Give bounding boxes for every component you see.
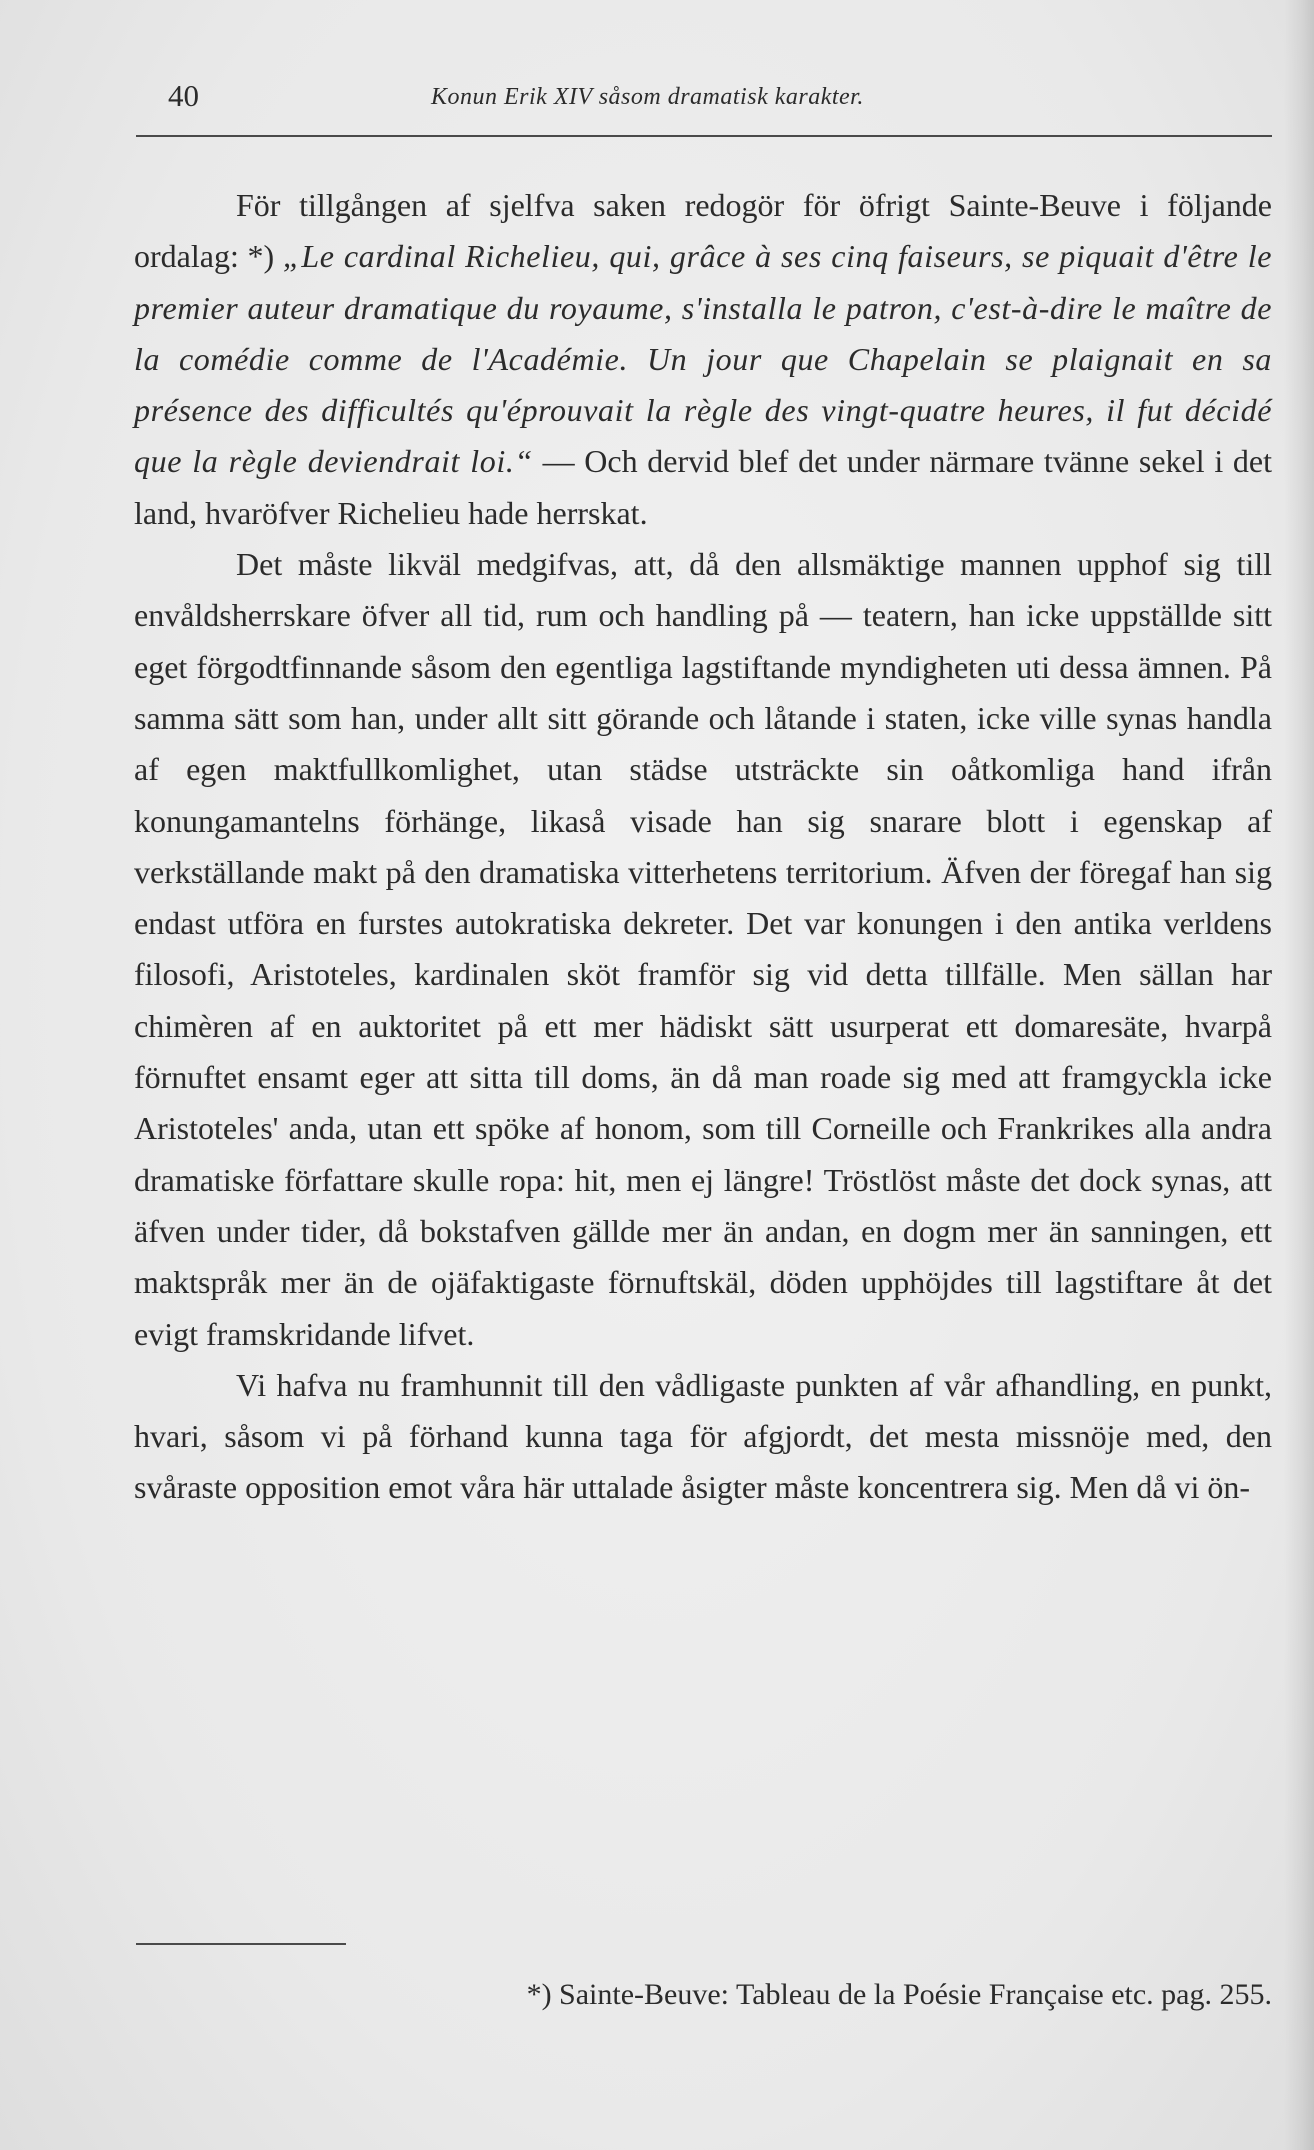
paragraph-1 [134, 180, 1272, 539]
paragraph-3: Vi hafva nu framhunnit till den vådligaste punkten af vår afhandling, en punkt, hvari, såsom vi på förhand kunna taga för afgjordt, det mesta missnöje med, den svåraste opposition emot våra här uttalade åsigter måste koncentrera sig. Men då vi ön- [134, 1366, 1272, 1506]
body-text [134, 180, 1272, 1514]
page-number: 40 [168, 78, 199, 113]
paragraph-2: Det måste likväl medgifvas, att, då den allsmäktige mannen upphof sig till envåldsherrskare öfver all tid, rum och handling på — teatern, han icke uppställde sitt eget förgodtfinnande såsom den egentliga lagstiftande myndigheten uti dessa ämnen. På samma sätt som han, under allt sitt görande och låtande i staten, icke ville synas handla af egen maktfullkomlighet, utan städse utsträckte sin oåtkomliga hand ifrån konungamantelns förhänge, likaså visade han sig snarare blott i egenskap af verkställande makt på den dramatiska vitterhetens territorium. Äfven der föregaf han sig endast utföra en furstes autokratiska dekreter. Det var konungen i den antika verldens filosofi, Aristoteles, kardinalen sköt framför sig vid detta tillfälle. Men sällan har chimèren af en auktoritet på ett mer hädiskt sätt usurperat ett domaresäte, hvarpå förnuftet ensamt eger att sitta till doms, än då man roade sig med att framgyckla icke Aristoteles' anda, utan ett spöke af honom, som till Corneille och Frankrikes alla andra dramatiske författare skulle ropa: hit, men ej längre! Tröstlöst måste det dock synas, att äfven under tider, då bokstafven gällde mer än andan, en dogm mer än sanningen, ett maktspråk mer än de ojäfaktigaste förnuftskäl, döden upphöjdes till lagstiftare åt det evigt framskridande lifvet. [134, 546, 1272, 1352]
page-edge-shadow [1284, 0, 1314, 2150]
footnote-rule [136, 1943, 346, 1945]
page-header [136, 74, 1272, 118]
header-rule [136, 135, 1272, 137]
french-quotation: „Le cardinal Richelieu, qui, grâce à ses cinq faiseurs, se piquait d'être le premier auteur dramatique du royaume, s'installa le patron, c'est-à-dire le maître de la comédie comme de l'Académie. Un jour que Chapelain se plaignait en sa présence des difficultés qu'éprouvait la règle des vingt-quatre heures, il fut décidé que la règle deviendrait loi.“ [134, 238, 1272, 480]
paragraph-1-end: — Och dervid blef det under närmare tvänne sekel i det land, hvaröfver Richelieu hade herrskat. [134, 443, 1273, 531]
running-title: Konun Erik XIV såsom dramatisk karakter. [431, 84, 864, 110]
footnote: *) Sainte-Beuve: Tableau de la Poésie Française etc. pag. 255. [526, 1978, 1272, 2011]
paragraph-1-intro: För tillgången af sjelfva saken redogör för öfrigt Sainte-Beuve i följande ordalag: *) [134, 187, 1272, 275]
